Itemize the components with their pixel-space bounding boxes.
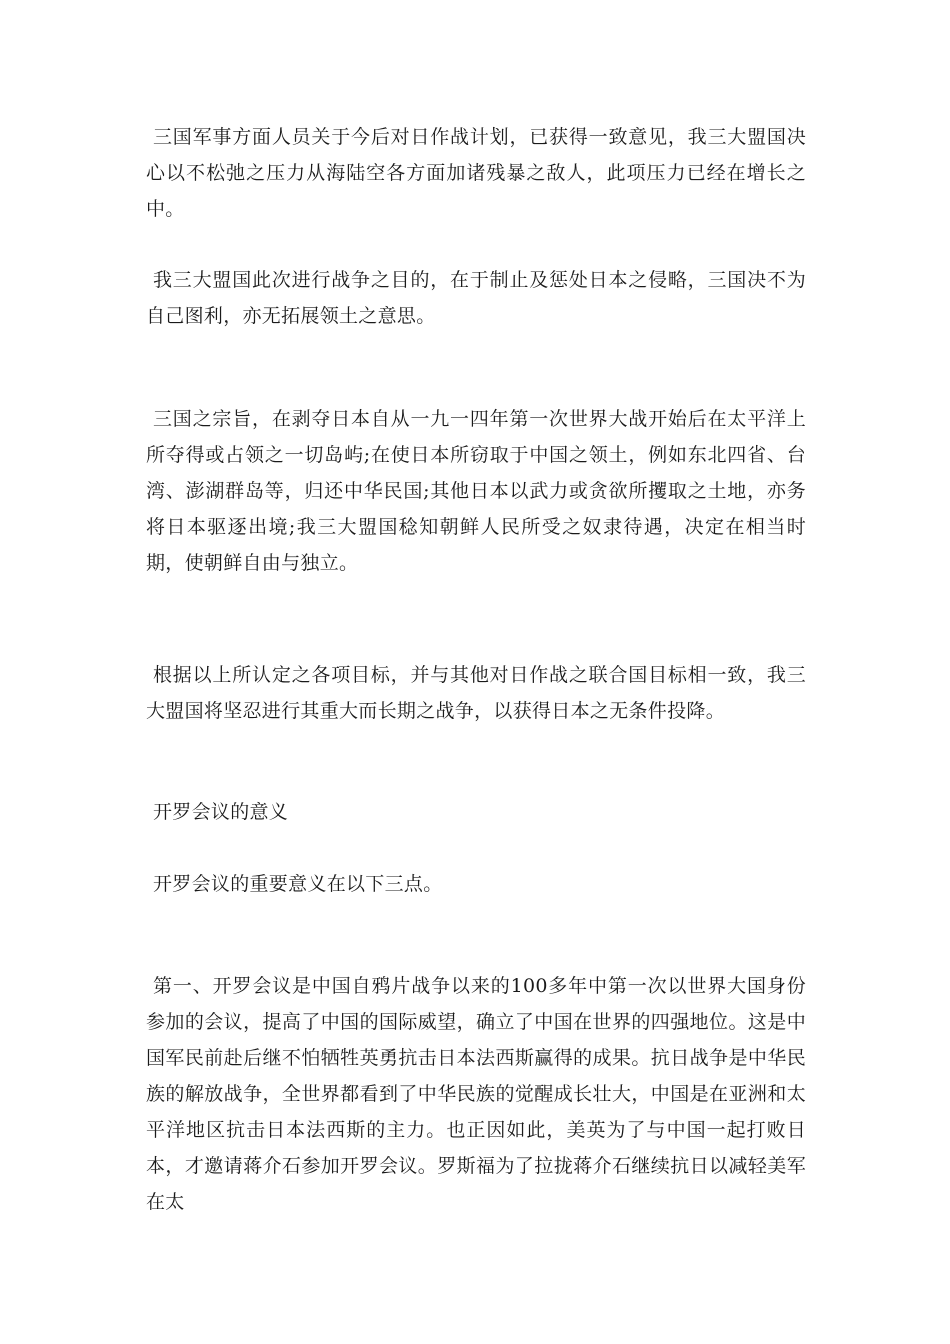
paragraph-unconditional-surrender: 根据以上所认定之各项目标，并与其他对日作战之联合国目标相一致，我三大盟国将坚忍进行其重大而长期之战争，以获得日本之无条件投降。 (146, 664, 806, 722)
paragraph-military-plan: 三国军事方面人员关于今后对日作战计划，已获得一致意见，我三大盟国决心以不松弛之压力从海陆空各方面加诸残暴之敌人，此项压力已经在增长之中。 (146, 126, 806, 220)
paragraph-first-point: 第一、开罗会议是中国自鸦片战争以来的100多年中第一次以世界大国身份参加的会议，提高了中国的国际威望，确立了中国在世界的四强地位。这是中国军民前赴后继不怕牺牲英勇抗击日本法西斯赢得的成果。抗日战争是中华民族的解放战争，全世界都看到了中华民族的觉醒成长壮大，中国是在亚洲和太平洋地区抗击日本法西斯的主力。也正因如此，美英为了与中国一起打败日本，才邀请蒋介石参加开罗会议。罗斯福为了拉拢蒋介石继续抗日以减轻美军在太 (146, 975, 806, 1213)
paragraph-war-purpose: 我三大盟国此次进行战争之目的，在于制止及惩处日本之侵略，三国决不为自己图利，亦无拓展领土之意思。 (146, 269, 806, 327)
paragraph-significance-intro: 开罗会议的重要意义在以下三点。 (153, 873, 443, 895)
paragraph-territorial-aims: 三国之宗旨，在剥夺日本自从一九一四年第一次世界大战开始后在太平洋上所夺得或占领之一切岛屿;在使日本所窃取于中国之领土，例如东北四省、台湾、澎湖群岛等，归还中华民国;其他日本以武力或贪欲所攫取之土地，亦务将日本驱逐出境;我三大盟国稔知朝鲜人民所受之奴隶待遇，决定在相当时期，使朝鲜自由与独立。 (146, 408, 806, 574)
section-heading-significance: 开罗会议的意义 (153, 801, 289, 823)
